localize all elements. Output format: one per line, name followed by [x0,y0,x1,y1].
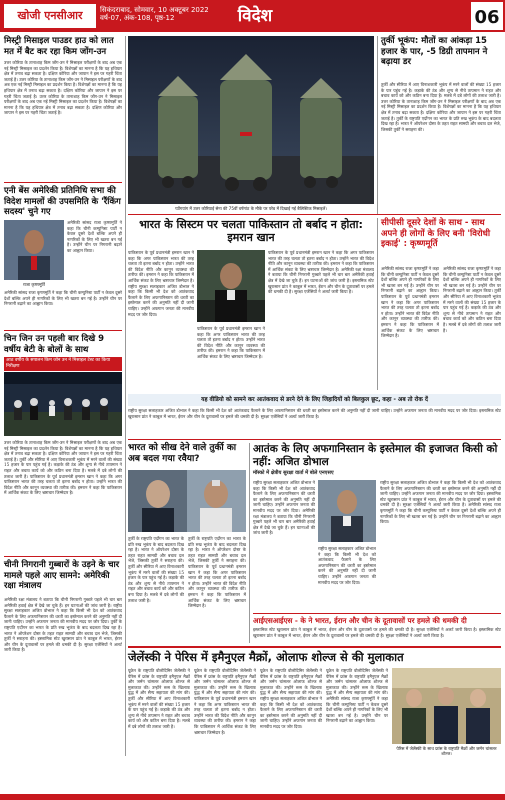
cpc-body-filler-1: पाकिस्तान के पूर्व प्रधानमंत्री इमरान खान ने कहा कि अगर पाकिस्तान भारत की तरह चलता तो इतना बर्बाद न होता। उन्होंने भारत की विदेश नीति और कानून व्यवस्था की तारीफ की। इमरान ने कहा कि पाकिस्तान में आर्थिक संकट के लिए भ्रष्टाचार जिम्मेदार है। [381,293,439,339]
dateline-2: वर्ष-07, अंक-108, पृष्ठ-12 [100,14,175,22]
zelensky-col4 [326,668,388,756]
doval-body-text-1: राष्ट्रीय सुरक्षा सलाहकार अजित डोभाल ने कहा कि किसी भी देश को आतंकवाद फैलाने के लिए अफगानिस्तान की धरती का इस्तेमाल करने की अनुमति नहीं दी जानी चाहिए। उन्होंने अफगान जनता की मानवीय मदद पर जोर दिया। [253,480,315,513]
jihad-body-filler: इस्लामिक स्टेट खुरासान प्रांत ने काबुल में भारत, ईरान और चीन के दूतावासों पर हमले की धमकी दी है। सुरक्षा एजेंसियों ने अलर्ट जारी किया है। [128,408,501,419]
kim-daughter-photo [4,372,122,436]
balloon-body-filler-3: इस्लामिक स्टेट खुरासान प्रांत ने काबुल में भारत, ईरान और चीन के दूतावासों पर हमले की धमकी दी है। सुरक्षा एजेंसियों ने अलर्ट जारी किया है। [4,636,122,653]
imran-body-col2 [197,326,265,390]
imran-body-col1 [128,250,194,390]
balloon-body-filler: राष्ट्रीय सुरक्षा सलाहकार अजित डोभाल ने कहा कि किसी भी देश को आतंकवाद फैलाने के लिए अफगानिस्तान की धरती का इस्तेमाल करने की अनुमति नहीं दी जानी चाहिए। उन्होंने अफगान जनता की मानवीय मदद पर जोर दिया। [4,602,122,625]
turkey-lesson-headline: भारत को सीख देने वाले तुर्की का अब बदल गया रवैया? [128,443,237,464]
imran-body-filler-3: अमेरिकी रक्षा मंत्रालय ने बताया कि चीनी निगरानी गुब्बारे पहले भी चार बार अमेरिकी हवाई क्षेत्र में देखे जा चुके हैं। इन घटनाओं की जांच जारी है। [268,266,374,283]
doval-body-filler-3: इस्लामिक स्टेट खुरासान प्रांत ने काबुल में भारत, ईरान और चीन के दूतावासों पर हमले की धमकी दी है। सुरक्षा एजेंसियों ने अलर्ट जारी किया है। [380,491,501,508]
china-body-filler: तुर्की और सीरिया में आए विनाशकारी भूकंप में मरने वालों की संख्या 15 हजार के पार पहुंच गई है। कड़ाके की ठंड और शून्य से नीचे तापमान ने राहत और बचाव कार्य को और कठिन बना दिया है। मलबे में दबे लोगों की तलाश जारी है। [4,456,122,479]
turkey-lesson-text-2: तुर्की के राष्ट्रपति एर्दोगन का भारत के प्रति रुख भूकंप के बाद बदलता दिख रहा है। भारत ने ऑपरेशन दोस्त के तहत राहत सामग्री और बचाव दल भेजे, जिसकी तुर्की ने सराहना की। [188,536,246,564]
zelensky-text-3: यूक्रेन के राष्ट्रपति वोलोदिमिर जेलेंस्की ने पेरिस में फ्रांस के राष्ट्रपति इमैनुएल मैक्रों और जर्मन चांसलर ओलाफ शोल्ज से मुलाकात की। उन्होंने रूस के खिलाफ युद्ध में और सैन्य सहायता की मांग की। [260,668,322,696]
isis-body [253,627,501,643]
raja-body [4,290,122,326]
imran-body-filler-4: इस्लामिक स्टेट खुरासान प्रांत ने काबुल में भारत, ईरान और चीन के दूतावासों पर हमले की धमकी दी है। सुरक्षा एजेंसियों ने अलर्ट जारी किया है। [268,277,374,295]
imran-headline: भारत के सिस्टम पर चलता पाकिस्तान तो बर्बाद न होता: इमरान खान [139,218,363,244]
turkey-body-filler-2: तुर्की के राष्ट्रपति एर्दोगन का भारत के प्रति रुख भूकंप के बाद बदलता दिख रहा है। भारत ने ऑपरेशन दोस्त के तहत राहत सामग्री और बचाव दल भेजे, जिसकी तुर्की ने सराहना की। [381,115,501,132]
zelensky-caption: पेरिस में जेलेंस्की के साथ फ्रांस के राष्ट्रपति मैक्रों और जर्मन चांसलर शोल्ज। [396,746,497,756]
balloon-headline: चीनी निगरानी गुब्बारों के उड़ने के चार मामले पहले आए सामने: अमेरिकी रक्षा मंत्रालय [4,560,120,591]
missile-body [4,60,122,178]
imran-body-text-1: पाकिस्तान के पूर्व प्रधानमंत्री इमरान खान ने कहा कि अगर पाकिस्तान भारत की तरह चलता तो इतना बर्बाद न होता। उन्होंने भारत की विदेश नीति और कानून व्यवस्था की तारीफ की। इमरान ने कहा कि पाकिस्तान में आर्थिक संकट के लिए भ्रष्टाचार जिम्मेदार है। [128,250,194,283]
zelensky-text-1: यूक्रेन के राष्ट्रपति वोलोदिमिर जेलेंस्की ने पेरिस में फ्रांस के राष्ट्रपति इमैनुएल मैक्रों और जर्मन चांसलर ओलाफ शोल्ज से मुलाकात की। उन्होंने रूस के खिलाफ युद्ध में और सैन्य सहायता की मांग की। [128,668,190,696]
china-headline: चिन जिन उन पहली बार दिखे 9 वर्षीय बेटी के बोलों के साथ [4,334,105,355]
modi-erdogan-image [128,470,246,532]
cpc-body-text-2: अमेरिकी सांसद राजा कृष्णमूर्ति ने कहा कि चीनी कम्युनिस्ट पार्टी न केवल दूसरे देशों बल्कि अपने ही नागरिकों के लिए भी खतरा बन गई है। उन्होंने चीन पर निगरानी बढ़ाने का आह्वान किया। [443,266,501,294]
doval-headline: आतंक के लिए अफगानिस्तान के इस्तेमाल की इजाजत किसी को नहीं: अजित डोभाल [253,443,498,468]
isis-body-text: इस्लामिक स्टेट खुरासान प्रांत ने काबुल में भारत, ईरान और चीन के दूतावासों पर हमले की धमकी दी है। सुरक्षा एजेंसियों ने अलर्ट जारी किया है। [253,627,478,632]
zelensky-filler-1: तुर्की और सीरिया में आए विनाशकारी भूकंप में मरने वालों की संख्या 15 हजार के पार पहुंच गई है। कड़ाके की ठंड और शून्य से नीचे तापमान ने राहत और बचाव कार्य को और कठिन बना दिया है। मलबे में दबे लोगों की तलाश जारी है। [128,695,190,729]
turkey-headline: तुर्की भूकंप: मौतों का आंकड़ा 15 हजार के पार, -5 डिग्री तापमान ने बढ़ाया डर [381,36,488,67]
missile-body-filler: उत्तर कोरिया के तानाशाह किम जोंग-उन ने मिसाइल परीक्षणों के बाद अब एक नई मिस्ट्री मिसाइल का प्रदर्शन किया है। विशेषज्ञों का मानना है कि यह हथियार क्षेत्र में तनाव बढ़ा सकता है। दक्षिण कोरिया और जापान ने इस पर गहरी चिंता जताई है। [4,76,122,99]
jihad-body [128,408,501,436]
china-body-filler-2: पाकिस्तान के पूर्व प्रधानमंत्री इमरान खान ने कहा कि अगर पाकिस्तान भारत की तरह चलता तो इतना बर्बाद न होता। उन्होंने भारत की विदेश नीति और कानून व्यवस्था की तारीफ की। इमरान ने कहा कि पाकिस्तान में आर्थिक संकट के लिए भ्रष्टाचार जिम्मेदार है। [4,473,122,496]
kim-parade-image [4,372,122,436]
dateline-1: सिकंदराबाद, सोमवार, 10 अक्टूबर 2022 [100,6,209,14]
turkey-lesson-col2 [188,536,246,642]
doval-body-filler-1: अमेरिकी रक्षा मंत्रालय ने बताया कि चीनी निगरानी गुब्बारे पहले भी चार बार अमेरिकी हवाई क्षेत्र में देखे जा चुके हैं। इन घटनाओं की जांच जारी है। [253,507,315,536]
raja-headline: एनी बेंस अमेरिकी प्रतिनिधि सभा की विदेश मामलों की उपसमिति के 'रैंकिंग सदस्य' चुने गए [4,186,121,217]
imran-photo [197,250,265,322]
zelensky-headline: जेलेंस्की ने पेरिस में इमैनुएल मैक्रों, ओलाफ शोल्ज से की मुलाकात [128,650,404,664]
doval-photo [318,480,376,542]
balloon-body-filler-2: तुर्की के राष्ट्रपति एर्दोगन का भारत के प्रति रुख भूकंप के बाद बदलता दिख रहा है। भारत ने ऑपरेशन दोस्त के तहत राहत सामग्री और बचाव दल भेजे, जिसकी तुर्की ने सराहना की। [4,619,122,642]
jihad-banner-text: यह वीडियो को सामने कर आतंकवाद से डरने देने के लिए जिहादियों को बिलकुल छूट, कहा - अब तो रोक दें [201,397,428,403]
missile-body-filler-2: उत्तर कोरिया के तानाशाह किम जोंग-उन ने मिसाइल परीक्षणों के बाद अब एक नई मिस्ट्री मिसाइल का प्रदर्शन किया है। विशेषज्ञों का मानना है कि यह हथियार क्षेत्र में तनाव बढ़ा सकता है। दक्षिण कोरिया और जापान ने इस पर गहरी चिंता जताई है। [4,93,122,116]
balloon-body-text: अमेरिकी रक्षा मंत्रालय ने बताया कि चीनी निगरानी गुब्बारे पहले भी चार बार अमेरिकी हवाई क्षेत्र में देखे जा चुके हैं। इन घटनाओं की जांच जारी है। [4,597,122,608]
missile-parade-image [128,36,374,204]
doval-body-col1 [253,480,315,610]
raja-side-body [67,220,122,280]
cpc-body-filler-2: तुर्की और सीरिया में आए विनाशकारी भूकंप में मरने वालों की संख्या 15 हजार के पार पहुंच गई है। कड़ाके की ठंड और शून्य से नीचे तापमान ने राहत और बचाव कार्य को और कठिन बना दिया है। मलबे में दबे लोगों की तलाश जारी है। [443,288,501,333]
raja-body-text: अमेरिकी सांसद राजा कृष्णमूर्ति ने कहा कि चीनी कम्युनिस्ट पार्टी न केवल दूसरे देशों बल्कि अपने ही नागरिकों के लिए भी खतरा बन गई है। उन्होंने चीन पर निगरानी बढ़ाने का आह्वान किया। [4,290,122,307]
jihad-banner [128,394,501,406]
balloon-body [4,597,122,755]
doval-subhead: मॉस्को में क्षेत्रीय सुरक्षा वार्ता में बोले एनएसए [253,470,334,476]
zelensky-macron-scholz-image [392,668,501,744]
doval-body-text-3: राष्ट्रीय सुरक्षा सलाहकार अजित डोभाल ने कहा कि किसी भी देश को आतंकवाद फैलाने के लिए अफगानिस्तान की धरती का इस्तेमाल करने की अनुमति नहीं दी जानी चाहिए। उन्होंने अफगान जनता की मानवीय मदद पर जोर दिया। [380,480,501,497]
turkey-lesson-text-1: तुर्की के राष्ट्रपति एर्दोगन का भारत के प्रति रुख भूकंप के बाद बदलता दिख रहा है। भारत ने ऑपरेशन दोस्त के तहत राहत सामग्री और बचाव दल भेजे, जिसकी तुर्की ने सराहना की। [128,536,184,564]
turkey-lesson-filler-2: पाकिस्तान के पूर्व प्रधानमंत्री इमरान खान ने कहा कि अगर पाकिस्तान भारत की तरह चलता तो इतना बर्बाद न होता। उन्होंने भारत की विदेश नीति और कानून व्यवस्था की तारीफ की। इमरान ने कहा कि पाकिस्तान में आर्थिक संकट के लिए भ्रष्टाचार जिम्मेदार है। [188,563,246,609]
zelensky-text-2: यूक्रेन के राष्ट्रपति वोलोदिमिर जेलेंस्की ने पेरिस में फ्रांस के राष्ट्रपति इमैनुएल मैक्रों और जर्मन चांसलर ओलाफ शोल्ज से मुलाकात की। उन्होंने रूस के खिलाफ युद्ध में और सैन्य सहायता की मांग की। [194,668,256,696]
turkey-body [381,82,501,212]
raja-caption: राजा कृष्णमूर्ति [23,282,45,287]
zelensky-text-4: यूक्रेन के राष्ट्रपति वोलोदिमिर जेलेंस्की ने पेरिस में फ्रांस के राष्ट्रपति इमैनुएल मैक्रों और जर्मन चांसलर ओलाफ शोल्ज से मुलाकात की। उन्होंने रूस के खिलाफ युद्ध में और सैन्य सहायता की मांग की। [326,668,388,696]
cpc-body-col2 [443,266,501,390]
cpc-headline: सीपीसी दूसरे देशों के साथ - साथ अपने ही लोगों के लिए बनी 'विरोधी इकाई' : कृष्णमूर्ति [381,218,491,249]
cpc-body-col1 [381,266,439,390]
turkey-lesson-col1 [128,536,184,642]
cpc-body-text-1: अमेरिकी सांसद राजा कृष्णमूर्ति ने कहा कि चीनी कम्युनिस्ट पार्टी न केवल दूसरे देशों बल्कि अपने ही नागरिकों के लिए भी खतरा बन गई है। उन्होंने चीन पर निगरानी बढ़ाने का आह्वान किया। [381,266,439,294]
page-number: 06 [469,0,505,32]
china-body-text: उत्तर कोरिया के तानाशाह किम जोंग-उन ने मिसाइल परीक्षणों के बाद अब एक नई मिस्ट्री मिसाइल का प्रदर्शन किया है। विशेषज्ञों का मानना है कि यह हथियार क्षेत्र में तनाव बढ़ा सकता है। दक्षिण कोरिया और जापान ने इस पर गहरी चिंता जताई है। [4,440,122,462]
parade-photo [128,36,374,204]
section-title: विदेश [237,6,273,26]
china-subhead: आठ वर्षीय के सपालन किम जोन उन ने मिसाइल टेस्ट का किया निरीक्षण [4,357,122,371]
imran-body-text-2: पाकिस्तान के पूर्व प्रधानमंत्री इमरान खान ने कहा कि अगर पाकिस्तान भारत की तरह चलता तो इतना बर्बाद न होता। उन्होंने भारत की विदेश नीति और कानून व्यवस्था की तारीफ की। इमरान ने कहा कि पाकिस्तान में आर्थिक संकट के लिए भ्रष्टाचार जिम्मेदार है। [197,326,265,359]
imran-khan-portrait-image [197,250,265,322]
doval-body-col3 [380,480,501,610]
zelensky-photo [392,668,501,744]
zelensky-col1 [128,668,190,756]
doval-body-col2 [318,546,376,610]
raja-side-text: अमेरिकी सांसद राजा कृष्णमूर्ति ने कहा कि चीनी कम्युनिस्ट पार्टी न केवल दूसरे देशों बल्कि अपने ही नागरिकों के लिए भी खतरा बन गई है। उन्होंने चीन पर निगरानी बढ़ाने का आह्वान किया। [67,220,122,253]
isis-headline: आईएसआईएस - के ने भारत, ईरान और चीन के दूतावासों पर हमले की धमकी दी [253,616,467,625]
imran-body-col3 [268,250,374,390]
doval-body-filler-4: अमेरिकी सांसद राजा कृष्णमूर्ति ने कहा कि चीनी कम्युनिस्ट पार्टी न केवल दूसरे देशों बल्कि अपने ही नागरिकों के लिए भी खतरा बन गई है। उन्होंने चीन पर निगरानी बढ़ाने का आह्वान किया। [380,502,501,525]
zelensky-filler-2: पाकिस्तान के पूर्व प्रधानमंत्री इमरान खान ने कहा कि अगर पाकिस्तान भारत की तरह चलता तो इतना बर्बाद न होता। उन्होंने भारत की विदेश नीति और कानून व्यवस्था की तारीफ की। इमरान ने कहा कि पाकिस्तान में आर्थिक संकट के लिए भ्रष्टाचार जिम्मेदार है। [194,695,256,735]
missile-body-text: उत्तर कोरिया के तानाशाह किम जोंग-उन ने मिसाइल परीक्षणों के बाद अब एक नई मिस्ट्री मिसाइल का प्रदर्शन किया है। विशेषज्ञों का मानना है कि यह हथियार क्षेत्र में तनाव बढ़ा सकता है। दक्षिण कोरिया और जापान ने इस पर गहरी चिंता जताई है। [4,60,122,82]
imran-body-text-3: पाकिस्तान के पूर्व प्रधानमंत्री इमरान खान ने कहा कि अगर पाकिस्तान भारत की तरह चलता तो इतना बर्बाद न होता। उन्होंने भारत की विदेश नीति और कानून व्यवस्था की तारीफ की। इमरान ने कहा कि पाकिस्तान में आर्थिक संकट के लिए भ्रष्टाचार जिम्मेदार है। [268,250,374,272]
china-body [4,440,122,552]
missile-headline: मिस्ट्री मिसाइल पाउडर हाउ को लात मत में बैट कर रहा किम जोंग-उन [4,36,114,57]
imran-body-filler-1: राष्ट्रीय सुरक्षा सलाहकार अजित डोभाल ने कहा कि किसी भी देश को आतंकवाद फैलाने के लिए अफगानिस्तान की धरती का इस्तेमाल करने की अनुमति नहीं दी जानी चाहिए। उन्होंने अफगान जनता की मानवीय मदद पर जोर दिया। [128,283,194,317]
zelensky-col2 [194,668,256,756]
jihad-body-text: राष्ट्रीय सुरक्षा सलाहकार अजित डोभाल ने कहा कि किसी भी देश को आतंकवाद फैलाने के लिए अफगानिस्तान की धरती का इस्तेमाल करने की अनुमति नहीं दी जानी चाहिए। उन्होंने अफगान जनता की मानवीय मदद पर जोर दिया। [128,408,478,413]
raja-portrait-image [4,220,64,280]
modi-erdogan-photo [128,470,246,532]
turkey-lesson-filler-1: तुर्की और सीरिया में आए विनाशकारी भूकंप में मरने वालों की संख्या 15 हजार के पार पहुंच गई है। कड़ाके की ठंड और शून्य से नीचे तापमान ने राहत और बचाव कार्य को और कठिन बना दिया है। मलबे में दबे लोगों की तलाश जारी है। [128,563,184,603]
raja-photo [4,220,64,280]
turkey-body-text: तुर्की और सीरिया में आए विनाशकारी भूकंप में मरने वालों की संख्या 15 हजार के पार पहुंच गई है। कड़ाके की ठंड और शून्य से नीचे तापमान ने राहत और बचाव कार्य को और कठिन बना दिया है। मलबे में दबे लोगों की तलाश जारी है। [381,82,501,99]
parade-caption: प्योंगयांग में उत्तर कोरियाई सेना की 75वीं वर्षगांठ के मौके पर परेड में दिखाई गई बैलिस्टिक मिसाइलें। [175,206,327,211]
zelensky-filler-4: अमेरिकी सांसद राजा कृष्णमूर्ति ने कहा कि चीनी कम्युनिस्ट पार्टी न केवल दूसरे देशों बल्कि अपने ही नागरिकों के लिए भी खतरा बन गई है। उन्होंने चीन पर निगरानी बढ़ाने का आह्वान किया। [326,695,388,724]
page-header [0,0,505,32]
zelensky-filler-3: राष्ट्रीय सुरक्षा सलाहकार अजित डोभाल ने कहा कि किसी भी देश को आतंकवाद फैलाने के लिए अफगानिस्तान की धरती का इस्तेमाल करने की अनुमति नहीं दी जानी चाहिए। उन्होंने अफगान जनता की मानवीय मदद पर जोर दिया। [260,695,322,729]
newspaper-brand: खोजी एनसीआर [4,4,96,28]
turkey-body-filler: उत्तर कोरिया के तानाशाह किम जोंग-उन ने मिसाइल परीक्षणों के बाद अब एक नई मिस्ट्री मिसाइल का प्रदर्शन किया है। विशेषज्ञों का मानना है कि यह हथियार क्षेत्र में तनाव बढ़ा सकता है। दक्षिण कोरिया और जापान ने इस पर गहरी चिंता जताई है। [381,98,501,121]
ajit-doval-portrait-image [318,480,376,542]
zelensky-col3 [260,668,322,756]
isis-body-filler: इस्लामिक स्टेट खुरासान प्रांत ने काबुल में भारत, ईरान और चीन के दूतावासों पर हमले की धमकी दी है। सुरक्षा एजेंसियों ने अलर्ट जारी किया है। [253,627,501,638]
doval-body-text-2: राष्ट्रीय सुरक्षा सलाहकार अजित डोभाल ने कहा कि किसी भी देश को आतंकवाद फैलाने के लिए अफगानिस्तान की धरती का इस्तेमाल करने की अनुमति नहीं दी जानी चाहिए। उन्होंने अफगान जनता की मानवीय मदद पर जोर दिया। [318,546,376,585]
